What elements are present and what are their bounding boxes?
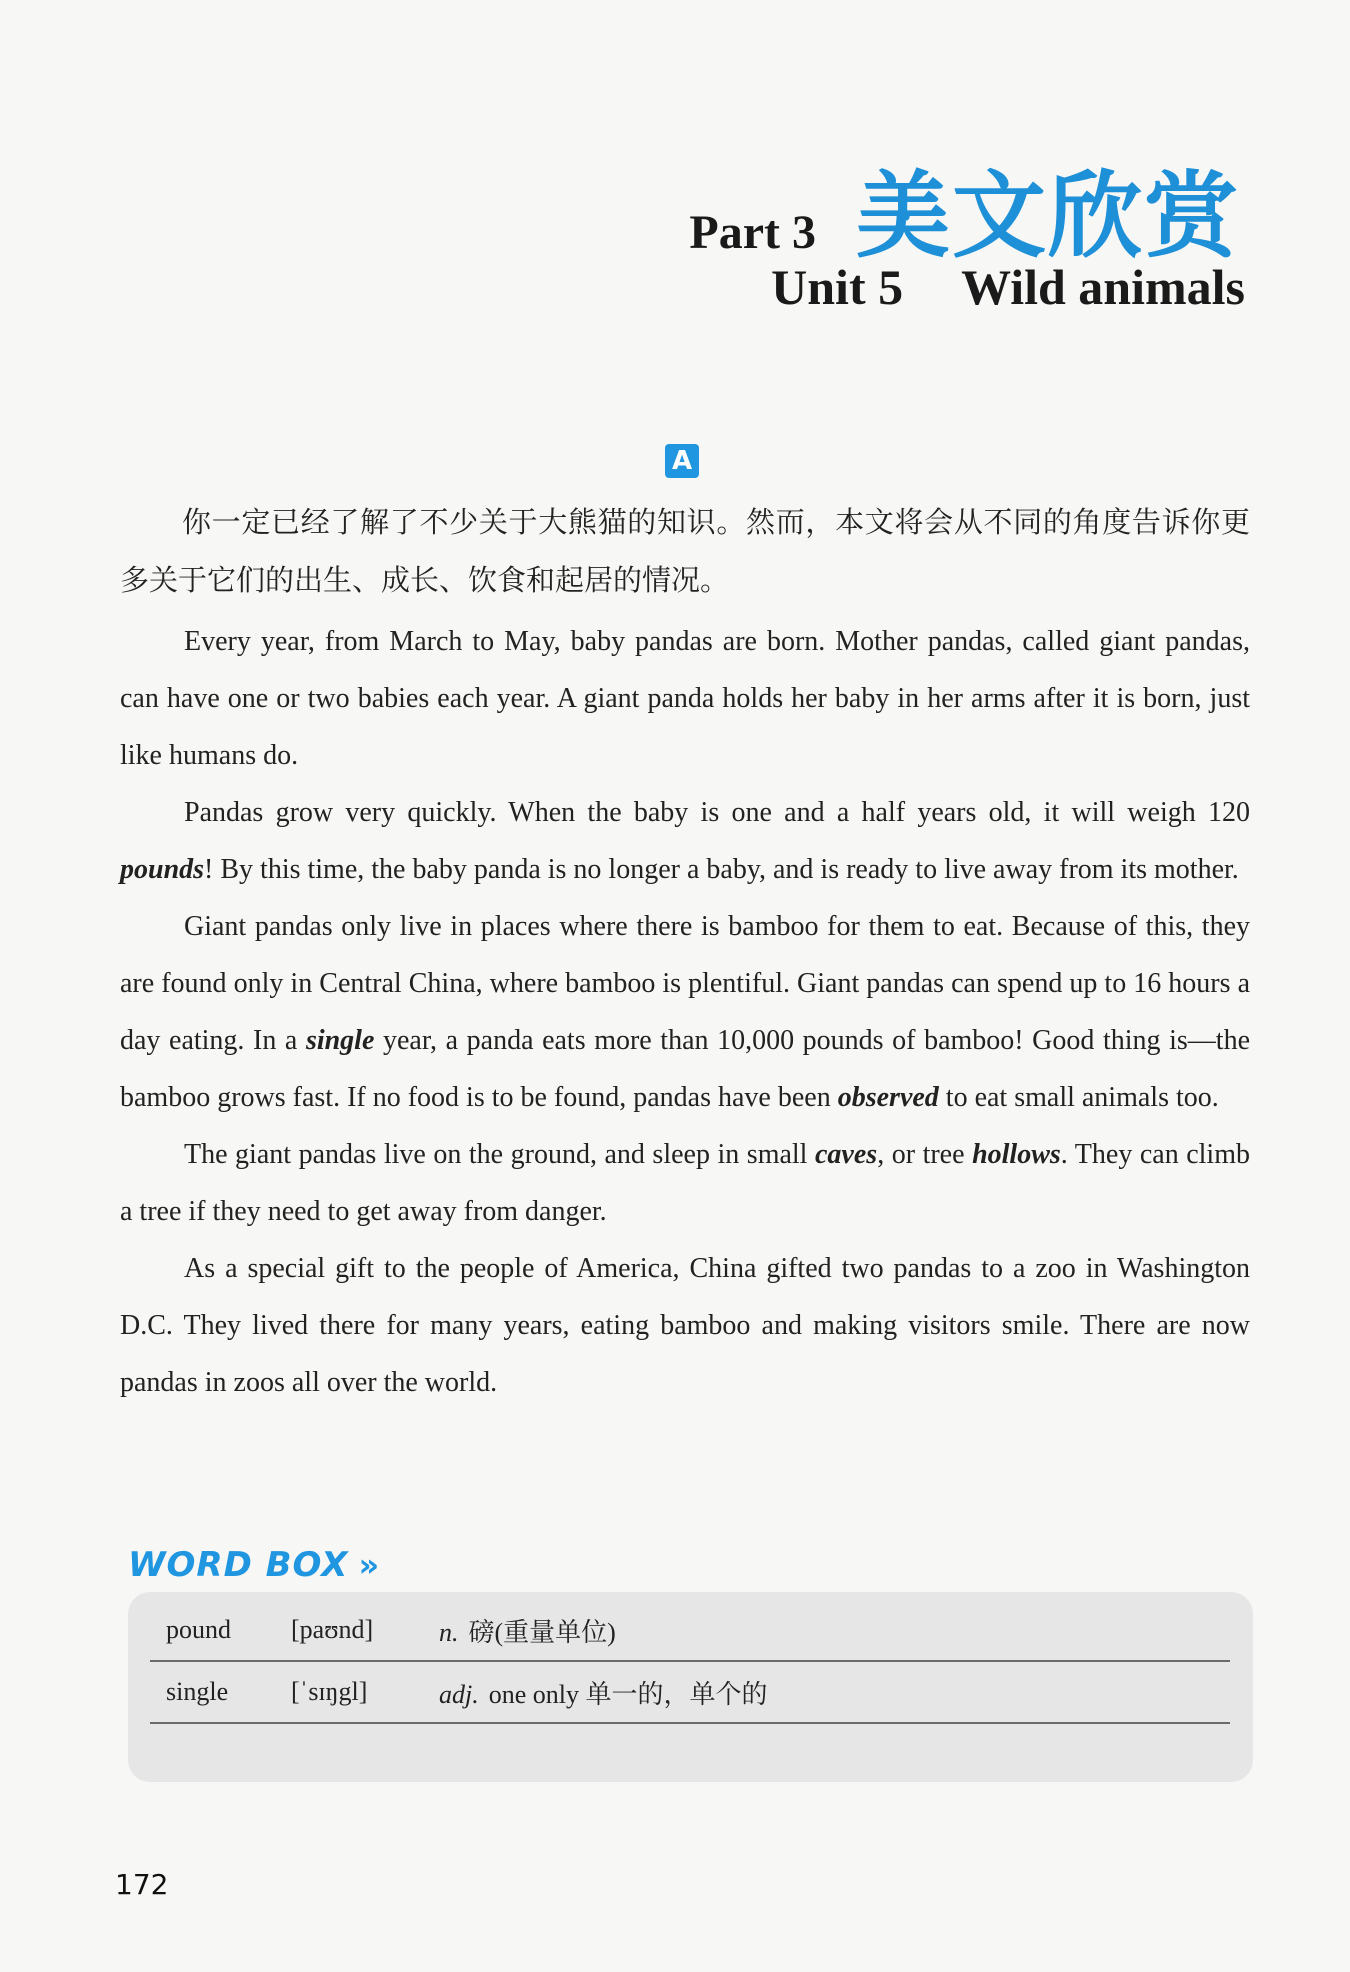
part-label: Part 3 [689, 206, 816, 259]
word-box-title [128, 1545, 380, 1585]
phonetic: [paʊnd] [291, 1615, 374, 1644]
article-paragraphs [120, 613, 1250, 1411]
vocab-word: hollows [972, 1139, 1061, 1170]
definition [439, 1612, 616, 1649]
article-body [120, 493, 1250, 1411]
definition-text: 磅(重量单位) [468, 1617, 616, 1647]
vocab-word: single [305, 1025, 375, 1056]
phonetic: [ˈsɪŋgl] [291, 1677, 368, 1706]
definition-text: one only 单一的，单个的 [488, 1679, 768, 1709]
article-paragraph [120, 784, 1250, 898]
page-header [689, 140, 1240, 275]
word-box-row [150, 1662, 1230, 1724]
word-box-row [150, 1600, 1230, 1662]
article-paragraph [120, 898, 1250, 1126]
word-entry: single [166, 1677, 229, 1706]
paragraph-text: Pandas grow very quickly. When the baby is one and a half years old, it will weigh 120 [184, 797, 1250, 828]
paragraph-text: Giant pandas only live in places where there is bamboo for them to eat. Because of this, they are found only in Central China, where bamboo is plentiful. Giant pandas can spend up to 16 hours a day eating. In a [120, 911, 1250, 1056]
word-box [128, 1592, 1253, 1782]
unit-heading [771, 258, 1245, 316]
vocab-word: observed [837, 1082, 939, 1113]
article-paragraph [120, 613, 1250, 784]
article-paragraph [120, 1240, 1250, 1411]
chinese-intro: 你一定已经了解了不少关于大熊猫的知识。然而，本文将会从不同的角度告诉你更多关于它们的出生、成长、饮食和起居的情况。 [120, 505, 1250, 597]
article-paragraph [120, 1126, 1250, 1240]
unit-title: Wild animals [961, 259, 1245, 315]
paragraph-text: As a special gift to the people of America, China gifted two pandas to a zoo in Washington D.C. They lived there for many years, eating bamboo and making visitors smile. There are now pandas in zoos all over the world. [120, 1253, 1250, 1398]
part-of-speech: n. [439, 1617, 459, 1647]
double-chevron-icon: » [358, 1546, 381, 1584]
page-number: 172 [115, 1868, 169, 1901]
paragraph-text: , or tree [877, 1139, 973, 1170]
paragraph-text: . They can climb a tree if they need to get away from danger. [120, 1139, 1250, 1227]
word-box-title-text: WORD BOX [128, 1545, 349, 1585]
paragraph-text: to eat small animals too. [938, 1082, 1219, 1113]
paragraph-text: ! By this time, the baby panda is no longer a baby, and is ready to live away from its mother. [204, 854, 1239, 885]
vocab-word: caves [815, 1139, 878, 1170]
part-of-speech: adj. [439, 1679, 479, 1709]
section-title: 美文欣赏 [855, 162, 1240, 271]
vocab-word: pounds [120, 854, 205, 885]
paragraph-text: The giant pandas live on the ground, and sleep in small [184, 1139, 815, 1170]
definition [439, 1674, 768, 1711]
section-badge: A [665, 444, 699, 478]
word-entry: pound [166, 1615, 231, 1644]
unit-number: Unit 5 [771, 259, 904, 315]
paragraph-text: Every year, from March to May, baby pandas are born. Mother pandas, called giant pandas, can have one or two babies each year. A giant panda holds her baby in her arms after it is born, just like humans do. [120, 626, 1250, 771]
paragraph-text: year, a panda eats more than 10,000 pounds of bamboo! Good thing is—the bamboo grows fast. If no food is to be found, pandas have been [120, 1025, 1251, 1113]
